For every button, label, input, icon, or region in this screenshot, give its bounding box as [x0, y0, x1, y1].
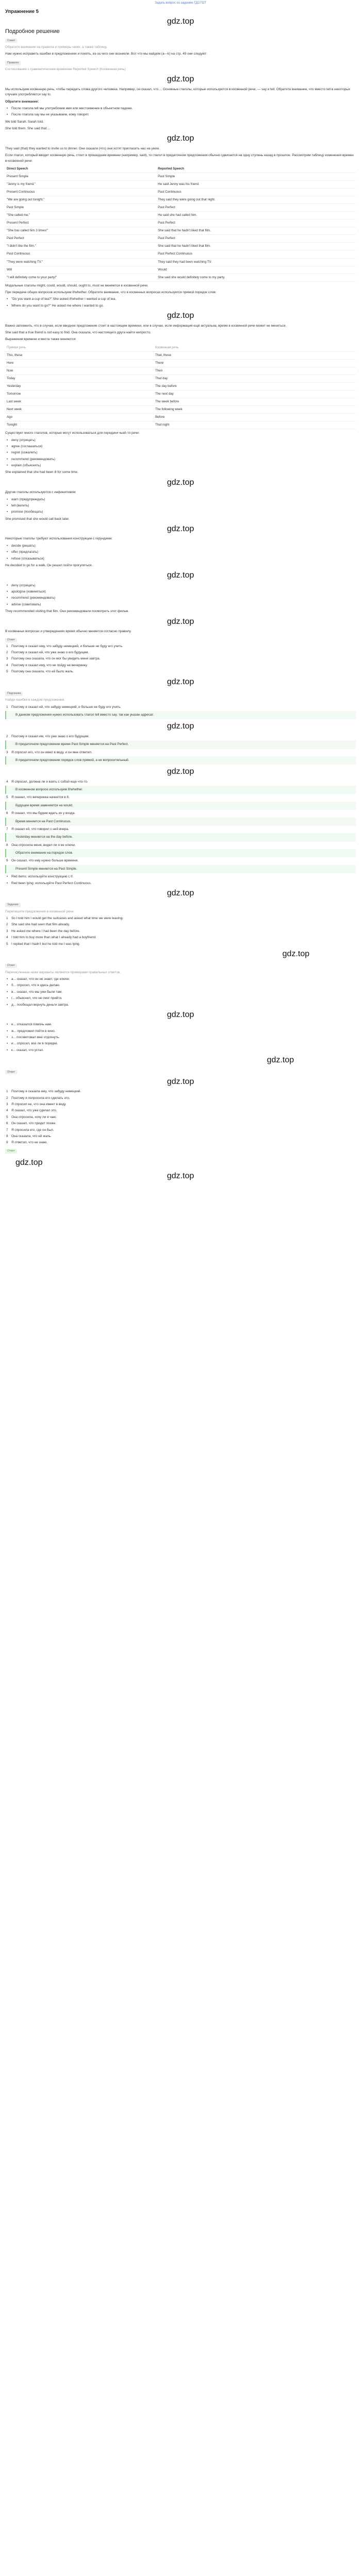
verb-item: • refuse (отказываться)	[5, 556, 356, 562]
watermark: gdz.top	[167, 134, 194, 143]
final-tag: Ответ	[5, 1070, 17, 1075]
example-said: She told them. She said that ...	[5, 127, 51, 131]
time-cell: Yesterday	[5, 382, 154, 390]
task2-item: • к... сказал, что устал.	[5, 1048, 356, 1053]
time-cell: Here	[5, 359, 154, 367]
rule-p8: Существует много глаголов, которые могут использоваться для передачи чьей-то речи:	[5, 431, 140, 435]
answer-detailed: 8 Она спросила меня, видел ли я ее ключи.	[6, 843, 76, 847]
verb-item: • deny (отрицать)	[5, 583, 356, 588]
verb-list-header: Другие глаголы используются с инфинитивом:	[5, 490, 76, 495]
time-cell: Ago	[5, 414, 154, 421]
time-cell: Today	[5, 375, 154, 382]
tense-table	[5, 165, 356, 282]
hint2-text: Найди ошибки в каждом предложении.	[5, 698, 65, 702]
watermark: gdz.top	[167, 767, 194, 776]
watermark: gdz.top	[167, 311, 194, 320]
rule-p4: Модальные глаголы might, could, would, should, ought to, must не меняются в косвенной речи.	[5, 283, 149, 287]
tense-cell: "I didn't like the film."	[5, 243, 156, 250]
answer-note: В данном предложении нужно использовать глагол tell вместо say, так как указан адресат.	[5, 711, 356, 719]
task2-item: • и... спросил, все ли в порядке.	[5, 1041, 356, 1046]
verb-example: She explained that she had been ill for some time.	[5, 470, 78, 474]
verb-item: • advise (советовать)	[5, 602, 356, 607]
note-item: • После глагола say мы не указываем, кому говорят.	[5, 112, 356, 117]
tense-cell: Past Perfect	[156, 235, 356, 243]
tense-cell: Present Simple	[5, 173, 156, 180]
task2-item: • б... спросил, что я здесь делаю.	[5, 983, 356, 988]
answer-item: 4 Поэтому я сказал ему, что не пойду на вечеринку.	[6, 663, 88, 667]
verb-list-header: Некоторые глаголы требуют использования конструкции с герундием:	[5, 537, 112, 541]
exercise-title: Упражнение 5	[5, 9, 39, 14]
verb-item: • explain (объяснять)	[5, 463, 356, 468]
tense-cell: Past Simple	[5, 204, 156, 212]
final-item: 5 Она спросила, хочу ли я чаю.	[6, 1115, 57, 1119]
watermark: gdz.top	[282, 949, 309, 958]
tense-cell: Past Perfect	[156, 219, 356, 227]
rule-p6: Важно запомнить, что в случае, если вводное предложение стоит в настоящем времени, или в случае, если информация ещё актуальна, время в косвенной речи может не меняться.	[5, 324, 287, 328]
verb-example: They recommended visiting that film. Они рекомендовали посмотреть этот фильм.	[5, 609, 129, 614]
watermark: gdz.top	[167, 888, 194, 897]
tense-table-header: Direct Speech	[5, 165, 156, 173]
watermark: gdz.top	[167, 75, 194, 84]
task-sentence: 4 I told him to buy more than what I already had a boyfriend.	[6, 936, 96, 940]
answer-note: Будущее время заменяется на would.	[5, 802, 356, 810]
final-item: 8 Она сказала, что ей жаль.	[6, 1134, 52, 1138]
task-sentence: 3 He asked me where I had been the day before.	[6, 929, 80, 933]
tense-cell: Present Perfect	[5, 219, 156, 227]
tense-cell: Past Simple	[156, 173, 356, 180]
time-cell: This, these	[5, 351, 154, 359]
final-item: 7 Я спросила его, где он был.	[6, 1128, 54, 1132]
final-item: 6 Он сказал, что придет позже.	[6, 1122, 57, 1126]
watermark: gdz.top	[167, 1077, 194, 1086]
rule-tag: Правило	[5, 61, 21, 65]
answer-item: 2 Поэтому я сказал ей, что уже знаю о его будущем.	[6, 651, 89, 655]
solution-title: Подробное решение	[5, 28, 60, 35]
question-example: • Where do you want to go?" He asked me where I wanted to go.	[5, 303, 356, 309]
watermark: gdz.top	[167, 677, 194, 686]
verb-item: • agree (соглашаться)	[5, 444, 356, 449]
final-item: 9 Я ответил, что не знаю.	[6, 1141, 48, 1145]
watermark: gdz.top	[15, 1158, 43, 1167]
answer-note: Обратите внимание на порядок слов.	[5, 849, 356, 857]
answer-item: 3 Поэтому она сказала, что он мог бы увидеть меня завтра.	[6, 657, 101, 661]
task2-item: • з... посоветовал мне отдохнуть.	[5, 1035, 356, 1040]
time-cell: Then	[154, 367, 356, 375]
tense-cell: "She has called him 3 times!"	[5, 227, 156, 235]
time-cell: Прямая речь	[5, 344, 154, 352]
watermark: gdz.top	[167, 617, 194, 626]
final-tag-green: Ответ	[5, 1149, 17, 1154]
tense-cell: He said she had called him.	[156, 212, 356, 219]
answer-note: Present Simple меняется на Past Simple.	[5, 865, 356, 873]
verb-item: • warn (предупреждать)	[5, 497, 356, 502]
task2-item: • ж... предложил пойти в кино.	[5, 1029, 356, 1034]
tense-cell: They said they were going out that night.	[156, 196, 356, 204]
tense-cell: She said that he hadn't liked that film.	[156, 243, 356, 250]
time-cell: There	[154, 359, 356, 367]
red-item: • Red been lying: используйте Past Perfect Continuous.	[5, 881, 356, 886]
time-cell: Tomorrow	[5, 390, 154, 398]
time-cell: Tonight	[5, 421, 154, 429]
task2-item: • в... сказал, что мы уже были там.	[5, 990, 356, 995]
verb-example: He decided to go for a walk. Он решил пойти прогуляться.	[5, 563, 93, 567]
answer-detailed: 7 Я сказал ей, что говорил с ней вчера.	[6, 827, 69, 831]
watermark: gdz.top	[167, 1010, 194, 1019]
tense-cell: Will	[5, 266, 156, 274]
task-sentence: 5 I replied that I hadn't but he told me I was lying.	[6, 942, 80, 946]
answer-note: Время меняется на Past Continuous.	[5, 818, 356, 826]
rule-p3: Если глагол, который вводит косвенную речь, стоит в прошедшем времени (например, said), то глагол в придаточном предложении обычно сдвигается на одну ступень назад в прошлое. Рассмотрим таблицу изменения времен в косвенной речи:	[5, 154, 354, 163]
watermark: gdz.top	[167, 524, 194, 534]
answer-detailed: 3 Я спросил его, что он имел в виду, и он мне ответил.	[6, 750, 92, 754]
rule-p1: Мы используем косвенную речь, чтобы передать слова другого человека. Например, он сказал, что ... Основные глаголы, которые используются в косвенной речи, — say и tell. Обратите внимание, что вместо tell в некоторых случаях употребляется say to.	[5, 87, 351, 97]
task-tag: Задание	[5, 903, 21, 907]
task2-item: • е... отказался помочь нам.	[5, 1022, 356, 1027]
answer-detailed: 9 Он сказал, что ему нужно больше времени.	[6, 859, 79, 863]
watermark: gdz.top	[167, 571, 194, 580]
verb-item: • tell (велеть)	[5, 503, 356, 509]
time-cell: That night	[154, 421, 356, 429]
time-cell: The week before	[154, 398, 356, 405]
verb-item: • offer (предлагать)	[5, 550, 356, 555]
intro-p2: Нам нужно исправить ошибки в предложениях и понять, из-за чего они возникли. Вот что мы найдем (a—k) на стр. 49 они следуют:	[5, 52, 207, 56]
rule-p7: She said that a true friend is not easy to find. Она сказала, что настоящего друга найти непросто.	[5, 330, 151, 334]
hint-tag: Совет	[5, 39, 17, 43]
rule-text: Согласование с грамматическим временем Reported Speech (Косвенная речь)	[5, 67, 126, 72]
tense-cell: She said she would definitely come to my party.	[156, 274, 356, 281]
task2-text: Перечисленные ниже варианты являются примерами правильных ответов.	[5, 970, 121, 974]
watermark: gdz.top	[167, 17, 194, 26]
red-item: • Red items: используйте конструкцию с if.	[5, 874, 356, 879]
task2-item: • а... сказал, что он не знает, где ключи.	[5, 977, 356, 982]
tense-cell: He said Jenny was his friend.	[156, 181, 356, 189]
tense-cell: "I will definitely come to your party!"	[5, 274, 156, 281]
tense-cell: Past Perfect	[156, 204, 356, 212]
verb-item: • decide (решать)	[5, 544, 356, 549]
note-item: • После глагола tell мы употребляем имя или местоимение в объектном падеже.	[5, 106, 356, 111]
answer-item: 1 Поэтому я сказал ему, что забуду немецкий, и больше не буду его учить.	[6, 644, 123, 648]
task2-item: • г... объяснил, что не смог прийти.	[5, 996, 356, 1001]
rule-p2: They said (that) they wanted to invite us to dinner. Они сказали (что) они хотят пригласить нас на ужин.	[5, 146, 160, 150]
answer-detailed: 4 Я спросил, должна ли я взять с собой еще что-то.	[6, 779, 88, 784]
time-cell: The day before	[154, 382, 356, 390]
time-cell: Last week	[5, 398, 154, 405]
tense-cell: She said that he hadn't liked that film.	[156, 227, 356, 235]
tense-table-header: Reported Speech	[156, 165, 356, 173]
answer-detailed: 6 Я сказал, что мы будем ждать их у входа.	[6, 811, 75, 816]
answer-detailed: 1 Поэтому я сказал ей, что забуду немецкий, и больше не буду его учить.	[6, 705, 122, 709]
example-told: We told Sarah. Sarah told.	[5, 120, 44, 124]
answer-item: 5 Поэтому она сказала, что ей было жаль.	[6, 670, 74, 674]
task-text: Перепишите предложения в косвенной речи.	[5, 909, 74, 913]
final-item: 3 Я спросил ее, что она имеет в виду.	[6, 1103, 67, 1107]
answer-detailed: 2 Поэтому я сказал им, что уже знаю о его будущем.	[6, 734, 90, 738]
tense-cell: "They were watching TV."	[5, 258, 156, 266]
watermark: gdz.top	[167, 1172, 194, 1181]
verb-item: • recommend (рекомендовать)	[5, 596, 356, 601]
verb-item: • regret (сожалеть)	[5, 450, 356, 455]
watermark: gdz.top	[267, 1056, 294, 1065]
tense-cell: "She called me."	[5, 212, 156, 219]
final-item: 4 Я сказал, что уже сделал это.	[6, 1109, 57, 1113]
answer-note: В придаточном предложении порядок слов прямой, а не вопросительный.	[5, 756, 356, 765]
tense-cell: "Jenny is my friend."	[5, 181, 156, 189]
task-sentence: 1 So I told him I would get the suitcases and asked what time we were leaving.	[6, 917, 124, 921]
time-cell: Next week	[5, 406, 154, 414]
verb-item: • recommend (рекомендовать)	[5, 457, 356, 462]
task2-tag: Ответ	[5, 963, 17, 968]
tense-cell: Past Perfect Continuous	[156, 250, 356, 258]
verb-item: • promise (пообещать)	[5, 510, 356, 515]
verb-item: • deny (отрицать)	[5, 438, 356, 443]
verb-example: She promised that she would call back later.	[5, 517, 70, 521]
ask-question-link[interactable]: Задать вопрос по заданию ГДЗ ГОТ	[155, 2, 206, 5]
answer-note: В косвенном вопросе используем if/whether.	[5, 786, 356, 794]
final-item: 1 Поэтому я сказала ему, что забуду немецкий.	[6, 1090, 81, 1094]
time-table	[5, 344, 356, 430]
intro-text: Обратите внимание на правила и примеры ниже, а также таблицу.	[5, 45, 108, 49]
tense-cell: Present Continuous	[5, 189, 156, 196]
time-header: Выражения времени и места также меняются:	[5, 337, 76, 342]
final-item: 2 Поэтому я попросила его сделать это.	[6, 1096, 70, 1100]
rule-p5: При передаче общих вопросов используем if/whether. Обратите внимание, что в косвенных вопросах используется прямой порядок слов:	[5, 291, 217, 295]
answer-note: В придаточном предложении время Past Simple меняется на Past Perfect.	[5, 740, 356, 749]
time-cell: Косвенная речь	[154, 344, 356, 352]
time-cell: Now	[5, 367, 154, 375]
time-cell: That, those	[154, 351, 356, 359]
time-cell: The following week	[154, 406, 356, 414]
tense-cell: "We are going out tonight."	[5, 196, 156, 204]
task-sentence: 2 She said she had seen that film already.	[6, 923, 70, 927]
watermark: gdz.top	[167, 722, 194, 731]
time-cell: That day	[154, 375, 356, 382]
tense-cell: Would	[156, 266, 356, 274]
rule-p9: В косвенных вопросах и утверждениях время обычно меняется согласно правилу.	[5, 629, 132, 633]
watermark: gdz.top	[167, 478, 194, 487]
answer-tag: Ответ	[5, 638, 17, 642]
question-example: • "Do you want a cup of tea?" She asked if/whether I wanted a cup of tea.	[5, 297, 356, 302]
answer-note: Yesterday меняется на the day before.	[5, 833, 356, 841]
time-cell: The next day	[154, 390, 356, 398]
tense-cell: They said they had been watching TV.	[156, 258, 356, 266]
answer-detailed: 5 Я сказал, что вечеринка начнется в 8.	[6, 795, 70, 800]
hint2-tag: Подсказка	[5, 691, 23, 696]
tense-cell: Past Perfect	[5, 235, 156, 243]
task2-item: • д... пообещал вернуть деньги завтра.	[5, 1003, 356, 1008]
tense-cell: Past Continuous	[156, 189, 356, 196]
time-cell: Before	[154, 414, 356, 421]
tense-cell: Past Continuous	[5, 250, 156, 258]
notes-header: Обратите внимание:	[5, 99, 39, 104]
verb-item: • apologise (извиняться)	[5, 589, 356, 595]
